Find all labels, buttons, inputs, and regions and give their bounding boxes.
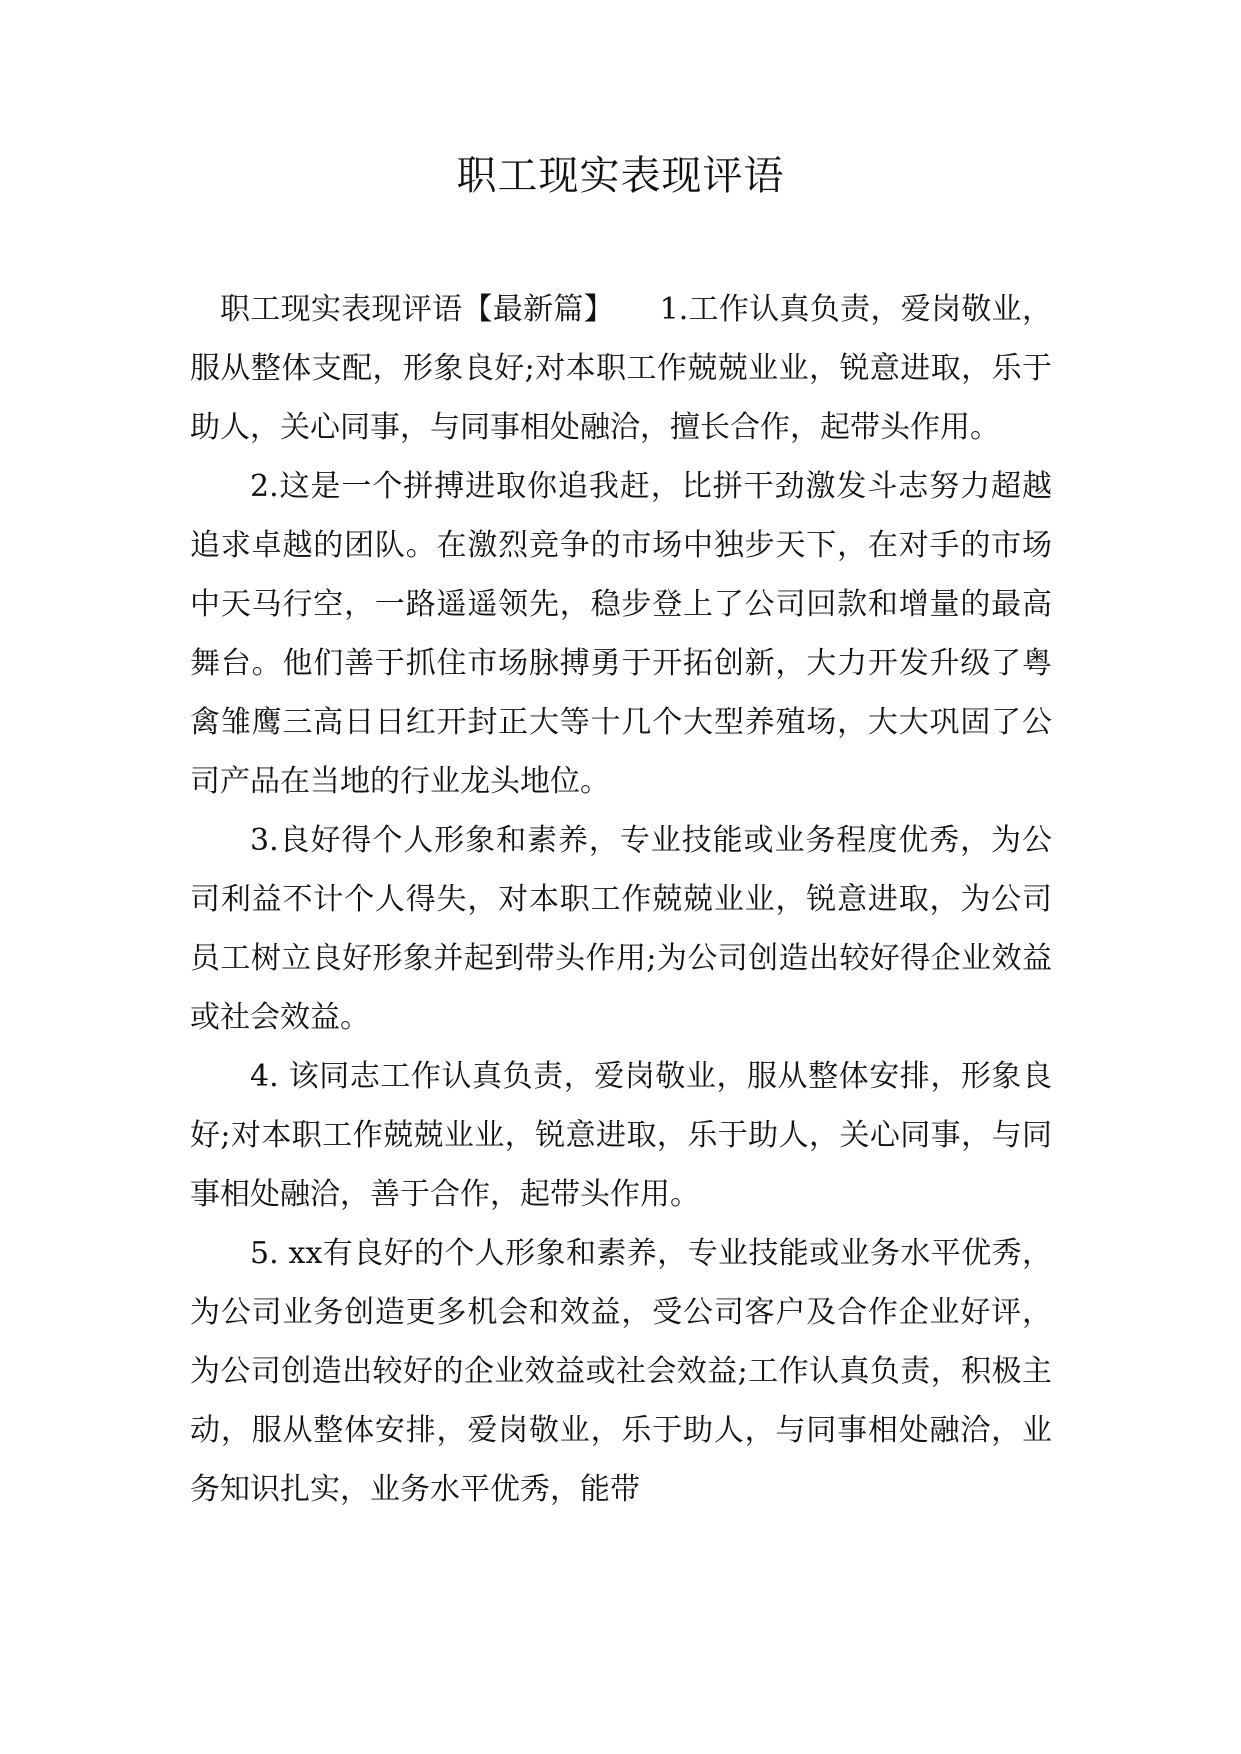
document-body [190, 280, 1052, 1519]
paragraph-3: 3.良好得个人形象和素养，专业技能或业务程度优秀，为公司利益不计个人得失，对本职工作兢兢业业，锐意进取，为公司员工树立良好形象并起到带头作用;为公司创造出较好得企业效益或社会效益。 [190, 823, 1052, 1035]
paragraph-5: 5. xx有良好的个人形象和素养，专业技能或业务水平优秀，为公司业务创造更多机会和效益，受公司客户及合作企业好评，为公司创造出较好的企业效益或社会效益;工作认真负责，积极主动，服从整体安排，爱岗敬业，乐于助人，与同事相处融洽，业务知识扎实，业务水平优秀，能带 [190, 1236, 1052, 1507]
paragraph-1: 职工现实表现评语【最新篇】 1.工作认真负责，爱岗敬业，服从整体支配，形象良好;对本职工作兢兢业业，锐意进取，乐于助人，关心同事，与同事相处融洽，擅长合作，起带头作用。 [190, 292, 1052, 445]
paragraph-4: 4. 该同志工作认真负责，爱岗敬业，服从整体安排，形象良好;对本职工作兢兢业业，锐意进取，乐于助人，关心同事，与同事相处融洽，善于合作，起带头作用。 [190, 1059, 1052, 1212]
document-title: 职工现实表现评语 [456, 153, 785, 199]
paragraph-2: 2.这是一个拼搏进取你追我赶，比拼干劲激发斗志努力超越追求卓越的团队。在激烈竞争的市场中独步天下，在对手的市场中天马行空，一路遥遥领先，稳步登上了公司回款和增量的最高舞台。他们善于抓住市场脉搏勇于开拓创新，大力开发升级了粤禽雏鹰三高日日红开封正大等十几个大型养殖场，大大巩固了公司产品在当地的行业龙头地位。 [190, 469, 1052, 799]
